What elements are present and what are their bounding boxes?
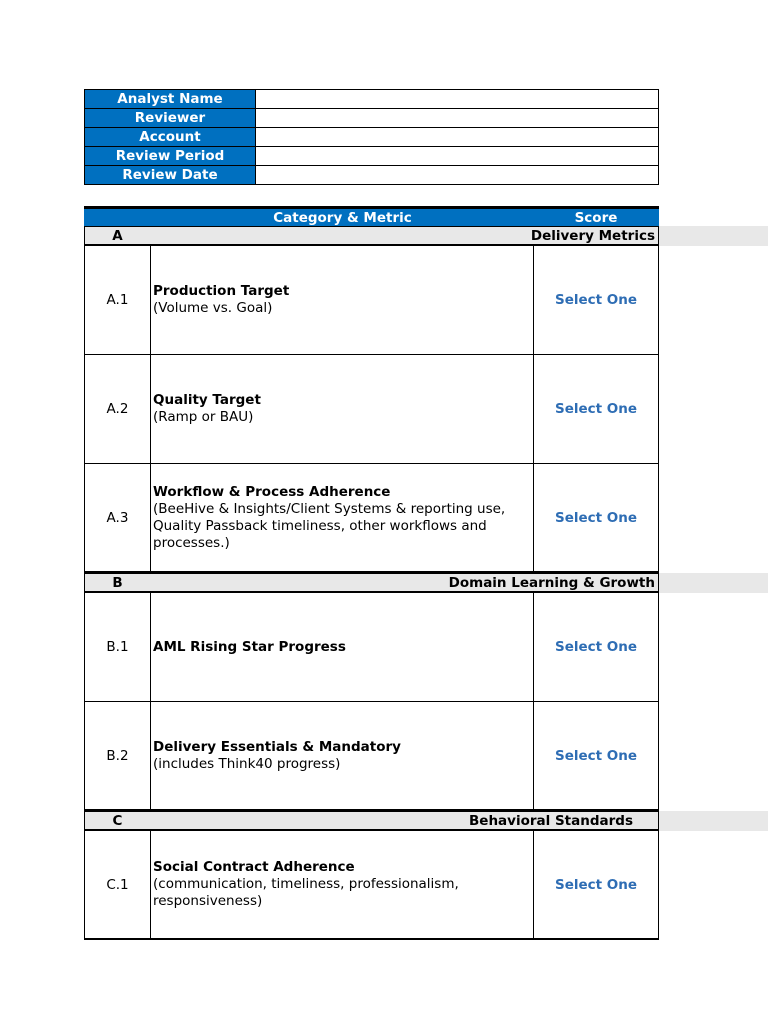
metric-row-a2 [84,355,659,464]
metric-row-a1 [84,246,659,355]
metric-detail: (BeeHive & Insights/Client Systems & reporting use, Quality Passback timeliness, other workflows and processes.) [153,500,506,551]
info-row-account [85,128,659,147]
section-row-c [84,811,768,831]
metrics-header [84,206,659,226]
info-row-review-date [85,166,659,185]
score-select[interactable]: Select One [554,292,638,308]
metric-name: Quality Target [153,392,261,408]
info-label: Account [85,128,256,147]
metric-code: C.1 [85,831,151,938]
account-field[interactable] [256,128,659,147]
section-title: Domain Learning & Growth [448,575,655,591]
metric-row-a3 [84,464,659,573]
info-row-analyst-name [85,90,659,109]
metric-code: A.1 [85,246,151,354]
metric-name: Workflow & Process Adherence [153,483,391,500]
section-code: C [112,813,123,829]
metric-row-b1 [84,593,659,702]
metric-name: Social Contract Adherence [153,859,355,875]
review-period-field[interactable] [256,147,659,166]
score-select[interactable]: Select One [554,401,638,417]
metric-description [152,355,534,463]
metric-code: B.2 [85,702,151,809]
section-code: A [112,228,123,244]
metric-row-c1 [84,831,659,940]
metrics-table [84,206,768,940]
metric-name: AML Rising Star Progress [153,638,346,655]
score-select[interactable]: Select One [554,509,638,526]
review-info-table [84,89,659,185]
info-row-review-period [85,147,659,166]
info-label: Reviewer [85,109,256,128]
reviewer-field[interactable] [256,109,659,128]
metric-description [152,593,534,701]
metric-name: Delivery Essentials & Mandatory [153,738,401,755]
section-row-a [84,226,768,246]
score-header: Score [574,210,618,226]
section-title: Delivery Metrics [530,228,655,244]
metric-description [152,831,534,938]
metric-description [152,464,534,571]
metric-code: A.2 [85,355,151,463]
metric-code: B.1 [85,593,151,701]
metric-detail: (includes Think40 progress) [153,755,341,772]
info-label: Review Period [85,147,256,166]
metric-code: A.3 [85,464,151,571]
section-title: Behavioral Standards [469,813,633,829]
metric-detail: (Ramp or BAU) [153,409,254,425]
info-label: Review Date [85,166,256,185]
section-row-b [84,573,768,593]
category-header: Category & Metric [273,210,412,226]
analyst-name-field[interactable] [256,90,659,109]
section-code: B [112,575,123,591]
metric-description [152,702,534,809]
metric-name: Production Target [153,283,290,299]
metric-detail: (Volume vs. Goal) [153,300,273,316]
score-select[interactable]: Select One [554,639,638,655]
review-date-field[interactable] [256,166,659,185]
metric-detail: (communication, timeliness, professionalism, responsiveness) [153,876,459,909]
score-select[interactable]: Select One [554,876,638,893]
score-select[interactable]: Select One [554,747,638,764]
metric-description [152,246,534,354]
info-row-reviewer [85,109,659,128]
metric-row-b2 [84,702,659,811]
info-label: Analyst Name [85,90,256,109]
